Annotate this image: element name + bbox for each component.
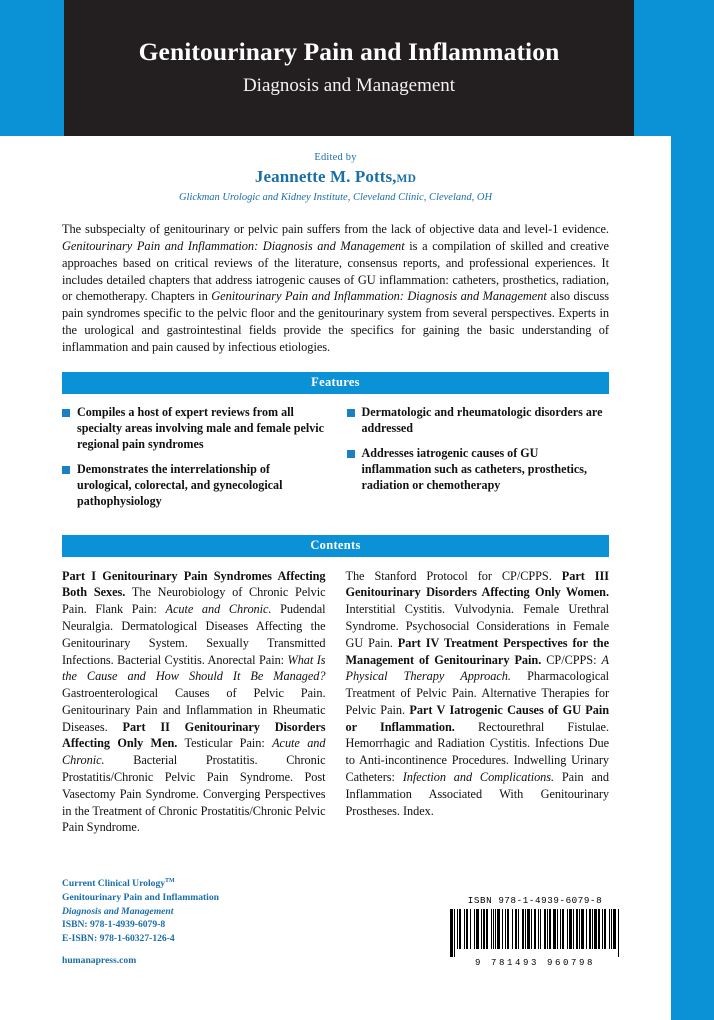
contents-segment: Part V Iatrogenic Causes of GU Pain or Inflammation. — [345, 702, 609, 734]
square-bullet-icon — [62, 409, 70, 417]
footer-isbn: ISBN: 978-1-4939-6079-8 — [62, 919, 166, 931]
feature-item — [347, 446, 610, 494]
description-title-italic-1: Genitourinary Pain and Inflammation: Diagnosis and Management — [62, 238, 405, 253]
features-section — [62, 405, 609, 519]
contents-segment: Pharmacological Treatment of Pelvic Pain. Alternative Therapies for Pelvic Pain. — [345, 669, 609, 717]
edited-by-label: Edited by — [314, 152, 357, 163]
contents-section — [62, 568, 609, 837]
features-right-column — [347, 405, 610, 519]
contents-left-column — [62, 568, 326, 837]
barcode-digit-left: 9 — [474, 958, 483, 968]
square-bullet-icon — [347, 450, 355, 458]
description-part-1: The subspecialty of genitourinary or pelvic pain suffers from the lack of objective data and level-1 evidence. — [62, 222, 609, 236]
header-block — [64, 0, 634, 136]
barcode-bars — [450, 909, 621, 957]
page-title: Genitourinary Pain and Inflammation — [138, 37, 560, 67]
square-bullet-icon — [62, 466, 70, 474]
footer-eisbn: E-ISBN: 978-1-60327-126-4 — [62, 932, 175, 944]
series-name — [62, 877, 219, 891]
page-subtitle: Diagnosis and Management — [242, 75, 456, 97]
series-name-text: Current Clinical Urology — [62, 878, 166, 890]
publisher-website-link[interactable]: humanapress.com — [62, 955, 137, 967]
contents-segment: Interstitial Cystitis. Vulvodynia. Female Urethral Syndrome. Psychosocial Considerations in Female GU Pain. — [345, 602, 609, 650]
contents-segment: Pudendal Neuralgia. Dermatological Diseases Affecting the Genitourinary System. Sexually Transmitted Infections. Bacterial Cystitis. Anorectal Pain: — [62, 602, 326, 667]
features-left-column — [62, 405, 325, 519]
contents-segment: CP/CPPS: — [541, 652, 602, 667]
contents-segment: Infection and Complications. — [402, 769, 555, 784]
feature-text: Dermatologic and rheumatologic disorders are addressed — [361, 404, 603, 435]
editor-affiliation: Glickman Urologic and Kidney Institute, Cleveland Clinic, Cleveland, OH — [178, 192, 493, 203]
barcode-block — [459, 895, 611, 968]
feature-text: Addresses iatrogenic causes of GU inflammation such as catheters, prosthetics, radiation or chemotherapy — [361, 445, 588, 492]
barcode-image — [459, 909, 611, 957]
description-part-3: also discuss pain syndromes specific to the pelvic floor and the genitourinary system from several perspectives. Experts in the urological and gastrointestinal fields provide the specifics for gaining the basic understanding of inflammation and pain caused by infectious etiologies. — [62, 289, 610, 355]
contents-segment: Acute and Chronic. — [165, 602, 272, 617]
top-left-blue-band — [0, 0, 64, 136]
editor-degree: MD — [396, 173, 417, 185]
feature-text: Demonstrates the interrelationship of urological, colorectal, and gynecological pathophysiology — [77, 461, 283, 508]
contents-segment: Part II Genitourinary Disorders Affecting Only Men. — [62, 719, 326, 751]
contents-segment: Part III Genitourinary Disorders Affecting Only Women. — [345, 568, 609, 600]
editor-name — [62, 167, 609, 187]
contents-segment: Bacterial Prostatitis. Chronic Prostatitis/Chronic Pelvic Pain Syndrome. Post Vasectomy Pain Syndrome. Converging Perspectives in the Treatment of Chronic Prostatitis/Chronic Pelvic Pain Syndrome. — [62, 753, 326, 835]
imprint-block — [62, 877, 219, 968]
contents-segment: Part IV Treatment Perspectives for the Management of Genitourinary Pain. — [345, 635, 609, 667]
barcode-digit-group-2: 960798 — [547, 958, 596, 968]
barcode-digits — [459, 958, 611, 968]
contents-segment: Pain and Inflammation Associated With Genitourinary Prostheses. Index. — [345, 769, 609, 818]
top-right-blue-band — [634, 0, 714, 136]
feature-item — [62, 462, 325, 510]
footer — [62, 877, 611, 968]
description-paragraph — [62, 221, 609, 356]
square-bullet-icon — [347, 409, 355, 417]
barcode-digit-group-1: 781493 — [490, 958, 539, 968]
trademark-symbol: TM — [165, 878, 175, 885]
contents-segment: Part I Genitourinary Pain Syndromes Affecting Both Sexes. — [62, 568, 326, 600]
feature-item — [347, 405, 610, 437]
contents-segment: What Is the Cause and How Should It Be Managed? — [62, 652, 326, 684]
contents-segment: Rectourethral Fistulae. Hemorrhagic and Radiation Cystitis. Infections Due to Anti-incontinence Procedures. Indwelling Urinary Catheters: — [345, 719, 609, 784]
barcode-isbn-label: ISBN 978-1-4939-6079-8 — [467, 895, 603, 906]
contents-right-column — [346, 568, 610, 837]
footer-book-subtitle: Diagnosis and Management — [62, 905, 174, 917]
footer-book-title: Genitourinary Pain and Inflammation — [62, 891, 219, 903]
contents-heading: Contents — [62, 535, 609, 557]
description-title-italic-2: Genitourinary Pain and Inflammation: Diagnosis and Management — [211, 289, 547, 304]
right-blue-band — [671, 0, 714, 1020]
contents-segment: The Neurobiology of Chronic Pelvic Pain. Flank Pain: — [62, 585, 326, 617]
editor-name-text: Jeannette M. Potts, — [254, 167, 397, 186]
contents-segment: Acute and Chronic. — [62, 736, 326, 768]
description-part-2: is a compilation of skilled and creative approaches based on critical reviews of the literature, consensus reports, and professional experiences. It includes detailed chapters that address iatrogenic causes of GU inflammation: catheters, prosthetics, radiation, or chemotherapy. Chapters in — [62, 238, 609, 304]
feature-text: Compiles a host of expert reviews from all specialty areas involving male and female pelvic regional pain syndromes — [77, 404, 325, 451]
contents-segment: Testicular Pain: — [177, 736, 273, 751]
contents-segment: The Stanford Protocol for CP/CPPS. — [345, 568, 562, 583]
contents-segment: Gastroenterological Causes of Pelvic Pain. Genitourinary Pain and Inflammation in Rheumatic Diseases. — [62, 686, 326, 734]
features-heading: Features — [62, 372, 609, 394]
contents-segment: A Physical Therapy Approach. — [345, 652, 609, 684]
feature-item — [62, 405, 325, 453]
